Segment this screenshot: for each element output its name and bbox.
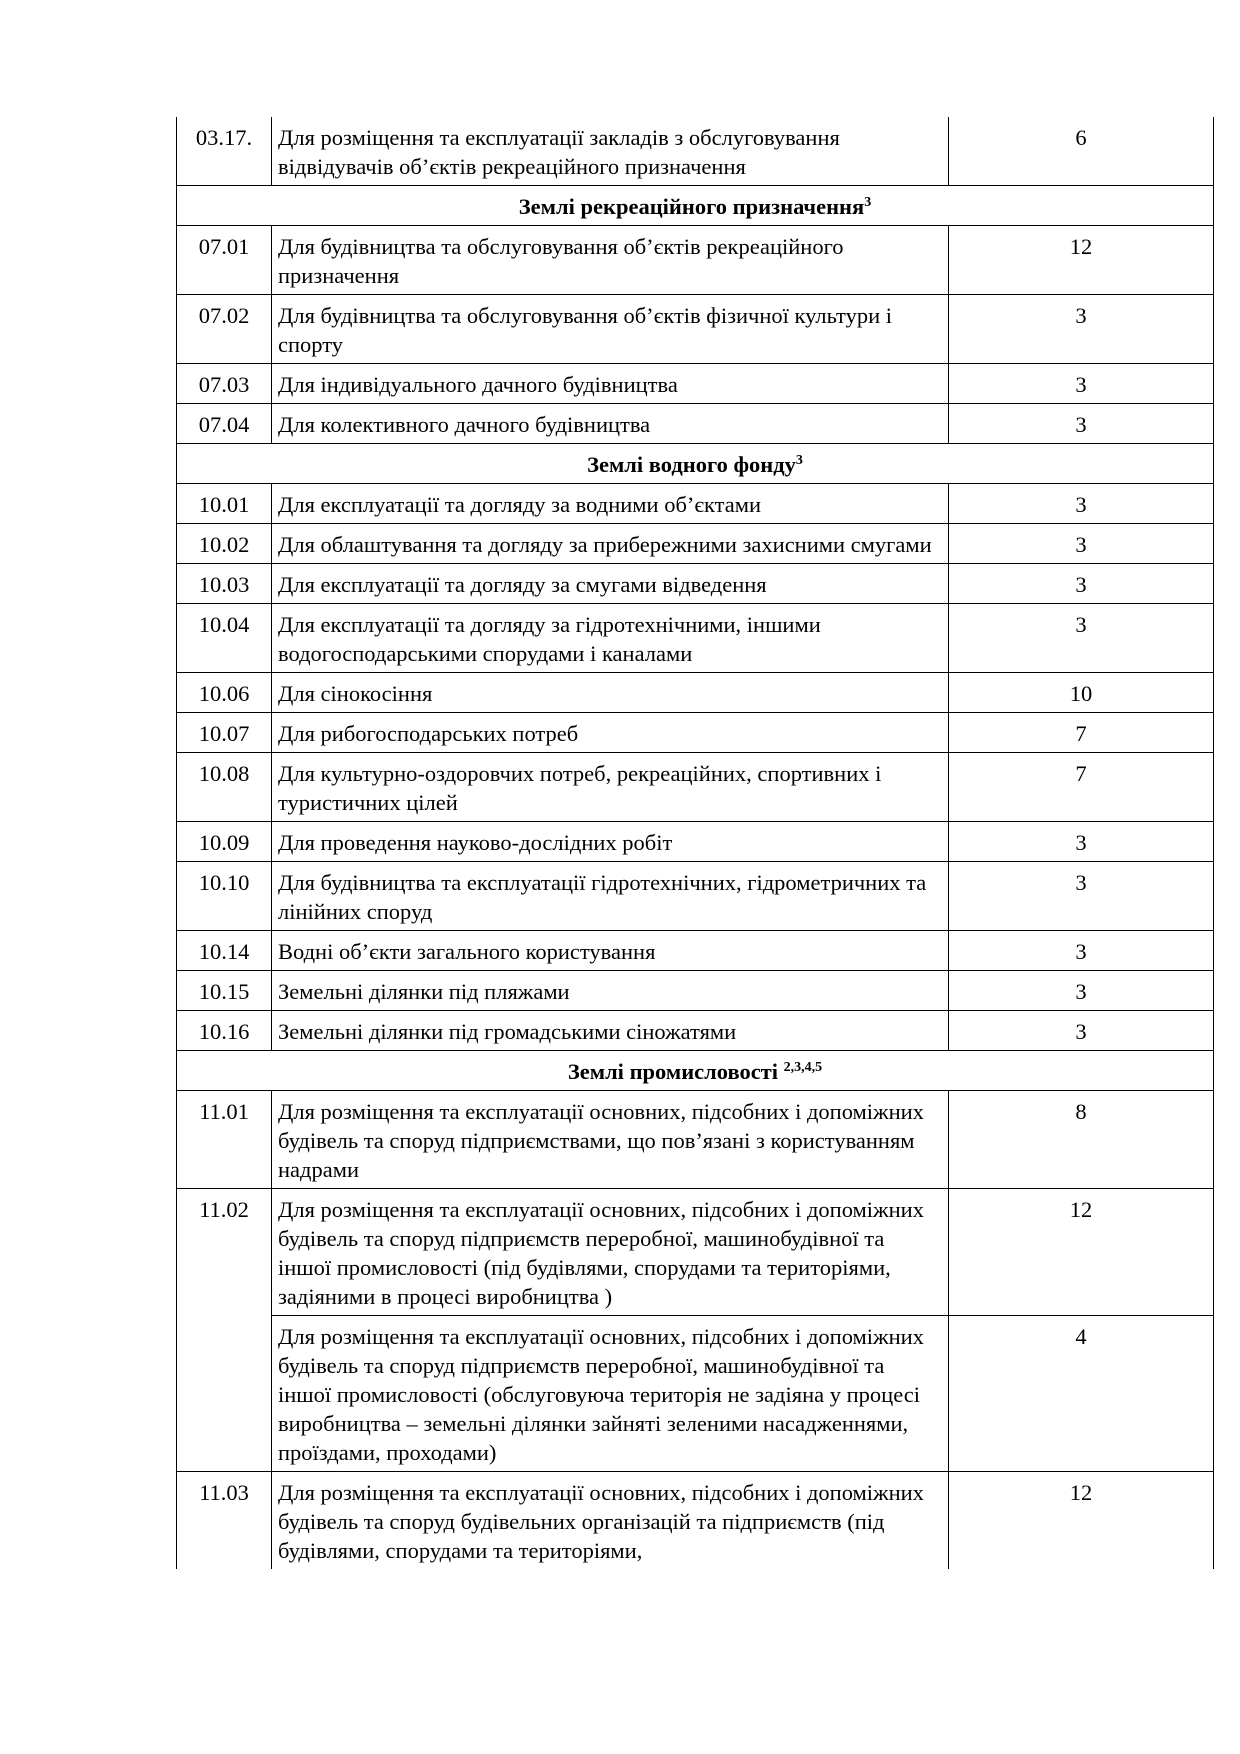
rate-value: 3 [949,931,1214,971]
land-use-code: 10.16 [177,1011,272,1051]
land-use-code: 11.03 [177,1472,272,1570]
table-row [177,404,1214,444]
land-use-description: Для будівництва та експлуатації гідротехнічних, гідрометричних та лінійних споруд [272,862,949,931]
table-row [177,753,1214,822]
table-row [177,931,1214,971]
rate-value: 3 [949,1011,1214,1051]
rate-value: 4 [949,1316,1214,1472]
land-use-code: 10.07 [177,713,272,753]
table-row [177,673,1214,713]
section-title-text: Землі рекреаційного призначення [518,194,865,219]
land-use-code: 10.02 [177,524,272,564]
rate-value: 8 [949,1091,1214,1189]
table-row [177,822,1214,862]
land-use-description: Для експлуатації та догляду за гідротехнічними, іншими водогосподарськими спорудами і каналами [272,604,949,673]
table-row [177,604,1214,673]
footnote-marker: 3 [864,195,872,210]
land-use-code: 10.15 [177,971,272,1011]
table-row [177,1011,1214,1051]
table-row [177,484,1214,524]
land-use-description: Для розміщення та експлуатації основних, підсобних і допоміжних будівель та споруд підприємств переробної, машинобудівної та іншої промисловості (під будівлями, спорудами та територіями, задіяними в процесі виробництва ) [272,1189,949,1316]
land-use-description: Для розміщення та експлуатації основних, підсобних і допоміжних будівель та споруд підприємствами, що пов’язані з користуванням надрами [272,1091,949,1189]
rate-value: 6 [949,117,1214,186]
land-use-description: Для рибогосподарських потреб [272,713,949,753]
rate-value: 3 [949,364,1214,404]
land-use-description: Для розміщення та експлуатації основних, підсобних і допоміжних будівель та споруд підприємств переробної, машинобудівної та іншої промисловості (обслуговуюча територія не задіяна у процесі виробництва – земельні ділянки зайняті зеленими насадженнями, проїздами, проходами) [272,1316,949,1472]
land-use-code: 07.01 [177,226,272,295]
land-use-code: 10.01 [177,484,272,524]
rate-value: 12 [949,226,1214,295]
section-header-row [177,186,1214,226]
land-use-description: Для індивідуального дачного будівництва [272,364,949,404]
land-use-code: 03.17. [177,117,272,186]
land-use-code: 10.06 [177,673,272,713]
rate-value: 3 [949,822,1214,862]
section-header-row [177,444,1214,484]
rate-value: 7 [949,753,1214,822]
land-use-code: 07.04 [177,404,272,444]
section-title [177,186,1214,226]
land-use-code: 10.14 [177,931,272,971]
section-title [177,444,1214,484]
land-use-code: 11.02 [177,1189,272,1472]
land-use-code: 11.01 [177,1091,272,1189]
table-body [177,117,1214,1569]
land-use-description: Для колективного дачного будівництва [272,404,949,444]
land-use-description: Для будівництва та обслуговування об’єктів рекреаційного призначення [272,226,949,295]
land-use-description: Для розміщення та експлуатації закладів з обслуговування відвідувачів об’єктів рекреаційного призначення [272,117,949,186]
land-use-description: Для експлуатації та догляду за смугами відведення [272,564,949,604]
table-row [177,713,1214,753]
rate-value: 3 [949,862,1214,931]
land-use-code: 10.08 [177,753,272,822]
land-use-code: 10.09 [177,822,272,862]
land-use-description: Земельні ділянки під пляжами [272,971,949,1011]
footnote-marker: 2,3,4,5 [783,1060,823,1075]
rate-value: 7 [949,713,1214,753]
rate-value: 10 [949,673,1214,713]
table-row [177,364,1214,404]
land-use-description: Земельні ділянки під громадськими сіножатями [272,1011,949,1051]
land-use-description: Для розміщення та експлуатації основних, підсобних і допоміжних будівель та споруд будівельних організацій та підприємств (під будівлями, спорудами та територіями, [272,1472,949,1570]
rate-value: 3 [949,604,1214,673]
land-use-code: 10.03 [177,564,272,604]
section-title-text: Землі промисловості [567,1059,784,1084]
land-rates-table [176,117,1214,1569]
land-use-description: Для культурно-оздоровчих потреб, рекреаційних, спортивних і туристичних цілей [272,753,949,822]
table-row [177,117,1214,186]
land-use-description: Для проведення науково-дослідних робіт [272,822,949,862]
rate-value: 12 [949,1189,1214,1316]
rate-value: 12 [949,1472,1214,1570]
land-use-description: Для експлуатації та догляду за водними об’єктами [272,484,949,524]
land-use-description: Для будівництва та обслуговування об’єктів фізичної культури і спорту [272,295,949,364]
table-row [177,564,1214,604]
land-use-description: Для облаштування та догляду за прибережними захисними смугами [272,524,949,564]
land-use-code: 10.10 [177,862,272,931]
rate-value: 3 [949,484,1214,524]
footnote-marker: 3 [795,453,803,468]
section-title-text: Землі водного фонду [587,452,796,477]
section-title [177,1051,1214,1091]
table-row [177,1316,1214,1472]
land-use-description: Водні об’єкти загального користування [272,931,949,971]
table-row [177,971,1214,1011]
document-page [176,117,1213,1569]
table-row [177,226,1214,295]
table-row [177,862,1214,931]
rate-value: 3 [949,295,1214,364]
rate-value: 3 [949,971,1214,1011]
section-header-row [177,1051,1214,1091]
land-use-code: 10.04 [177,604,272,673]
table-row [177,295,1214,364]
land-use-code: 07.02 [177,295,272,364]
land-use-code: 07.03 [177,364,272,404]
table-row [177,1091,1214,1189]
rate-value: 3 [949,404,1214,444]
table-row [177,1189,1214,1316]
rate-value: 3 [949,564,1214,604]
land-use-description: Для сінокосіння [272,673,949,713]
table-row [177,1472,1214,1570]
table-row [177,524,1214,564]
rate-value: 3 [949,524,1214,564]
